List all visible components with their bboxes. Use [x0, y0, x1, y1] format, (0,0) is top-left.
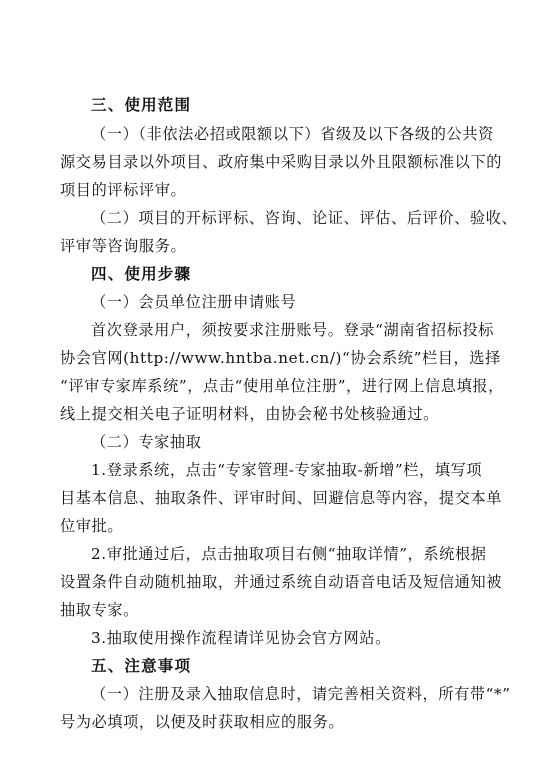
registration-paragraph-line-3: “评审专家库系统”，点击“使用单位注册”，进行网上信息填报， [60, 377, 504, 395]
section-heading-steps: 四、使用步骤 [91, 265, 192, 283]
steps-subheading-registration: （一）会员单位注册申请账号 [91, 293, 297, 311]
steps-subheading-extraction: （二）专家抽取 [91, 433, 202, 451]
notes-paragraph-line-2: 号为必填项，以便及时获取相应的服务。 [60, 713, 345, 731]
extraction-step-1-line-3: 位审批。 [60, 517, 124, 535]
notes-paragraph-line-1: （一）注册及录入抽取信息时，请完善相关资料，所有带“*” [91, 685, 511, 703]
section-heading-scope: 三、使用范围 [91, 96, 192, 114]
extraction-step-2-line-3: 抽取专家。 [60, 601, 139, 619]
registration-paragraph-line-2: 协会官网(http://www.hntba.net.cn/)“协会系统”栏目，选择 [60, 349, 501, 367]
extraction-step-1-line-2: 目基本信息、抽取条件、评审时间、回避信息等内容，提交本单 [60, 489, 503, 507]
extraction-step-2-line-1: 2.审批通过后，点击抽取项目右侧“抽取详情”，系统根据 [91, 545, 487, 563]
extraction-step-1-line-1: 1.登录系统，点击“专家管理-专家抽取-新增”栏，填写项 [91, 461, 483, 479]
registration-paragraph-line-4: 线上提交相关电子证明材料，由协会秘书处核验通过。 [60, 405, 439, 423]
scope-paragraph-2-line-1: （二）项目的开标评标、咨询、论证、评估、后评价、验收、 [91, 209, 518, 227]
section-heading-notes: 五、注意事项 [91, 657, 192, 675]
scope-paragraph-1-line-1: （一）（非依法必招或限额以下）省级及以下各级的公共资 [91, 125, 494, 143]
registration-paragraph-line-1: 首次登录用户，须按要求注册账号。登录“湖南省招标投标 [91, 321, 495, 339]
extraction-step-2-line-2: 设置条件自动随机抽取，并通过系统自动语音电话及短信通知被 [60, 573, 503, 591]
scope-paragraph-1-line-3: 项目的评标评审。 [60, 181, 187, 199]
extraction-step-3-line-1: 3.抽取使用操作流程请详见协会官方网站。 [91, 629, 391, 647]
scope-paragraph-1-line-2: 源交易目录以外项目、政府集中采购目录以外且限额标准以下的 [60, 153, 503, 171]
scope-paragraph-2-line-2: 评审等咨询服务。 [60, 237, 187, 255]
